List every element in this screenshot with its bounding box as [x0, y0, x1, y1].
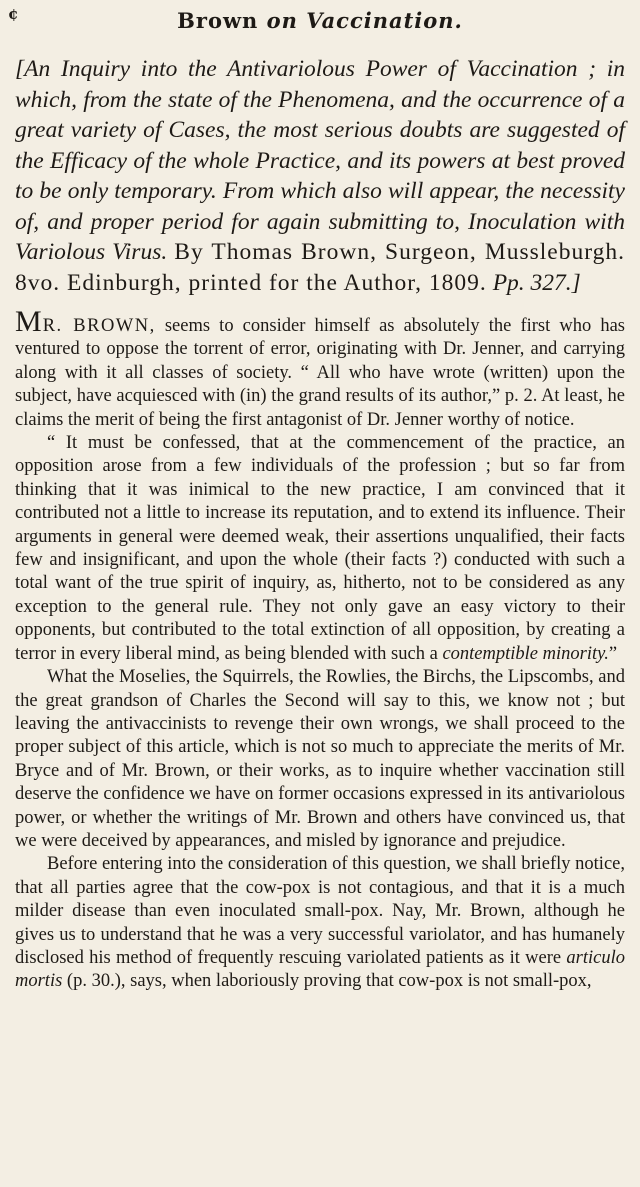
- paragraph-2-text: “ It must be confessed, that at the commencement of the practice, an opposition arose from a few individuals of the profession ; but so far from thinking that it was inimical to the new practice, I am convinced that it contributed not a little to increase its reputation, and to extend its influence. Their arguments in general were deemed weak, their assertions unqualified, their facts few and insignificant, and upon the whole (their facts ?) conducted with such a total want of the true spirit of inquiry, as, hitherto, not to be considered as any exception to the general rule. They not only gave an easy victory to their opponents, but contributed to the total extinction of all opposition, by creating a terror in every liberal mind, as being blended with such a: [15, 433, 625, 664]
- paragraph-2: [15, 432, 625, 666]
- paragraph-4: [15, 853, 625, 993]
- paragraph-3-text: What the Moselies, the Squirrels, the Rowlies, the Birchs, the Lipscombs, and the great grandson of Charles the Second will say to this, we know not ; but leaving the antivaccinists to revenge their own wrongs, we shall proceed to the proper subject of this article, which is not so much to appreciate the merits of Mr. Bryce and of Mr. Brown, or their works, as to inquire whether vaccination still deserve the confidence we have on former occasions expressed in its antivariolous power, or whether the writings of Mr. Brown and others have convinced us, that we were deceived by appearances, and misled by ignorance and prejudice.: [15, 667, 625, 851]
- running-head-on: on: [266, 8, 298, 33]
- paragraph-1-name: R. BROWN,: [42, 316, 156, 336]
- paragraph-2-italic: contemptible minority.: [442, 643, 609, 664]
- paragraph-4-italic: articulo mortis: [15, 947, 625, 992]
- review-pages: Pp. 327.]: [492, 269, 581, 296]
- drop-cap: M: [15, 305, 43, 338]
- paragraph-4-text2: (p. 30.), says, when laboriously proving that cow-pox is not small-pox,: [62, 971, 592, 992]
- running-head-author: Brown: [177, 8, 259, 33]
- paragraph-2-close: ”: [608, 643, 618, 664]
- paragraph-3: [15, 666, 625, 853]
- article-body: [15, 305, 625, 994]
- paragraph-1-text: seems to consider himself as absolutely the first who has ventured to oppose the torrent of error, originating with Dr. Jenner, and carrying along with it all classes of society. “ All who have wrote (written) upon the subject, have acquiesced with (in) the grand results of its author,” p. 2. At least, he claims the merit of being the first antagonist of Dr. Jenner worthy of notice.: [15, 316, 625, 430]
- running-head-subject: Vaccination.: [306, 8, 463, 33]
- paragraph-4-text: Before entering into the consideration of this question, we shall briefly notice, that all parties agree that the cow-pox is not contagious, and that it is a much milder disease than even inoculated small-pox. Nay, Mr. Brown, although he gives us to understand that he was a very successful variolator, and has humanely disclosed his method of frequently rescuing variolated patients as it were: [15, 854, 625, 968]
- running-head: [15, 0, 625, 48]
- review-byline: By Thomas Brown, Surgeon, Mussleburgh. 8vo. Edinburgh, printed for the Author, 1809.: [15, 239, 626, 296]
- page-mark: ¢: [8, 5, 19, 23]
- review-title-text: [An Inquiry into the Antivariolous Power of Vaccination ; in which, from the state of the Phenomena, and the occurrence of a great variety of Cases, the most serious doubts are suggested of the Efficacy of the whole Practice, and its powers at best proved to be only temporary. From which also will appear, the necessity of, and proper period for again submitting to, Inoculation with Variolous Virus.: [15, 56, 625, 265]
- paragraph-1: [15, 305, 625, 432]
- review-title: [15, 54, 625, 298]
